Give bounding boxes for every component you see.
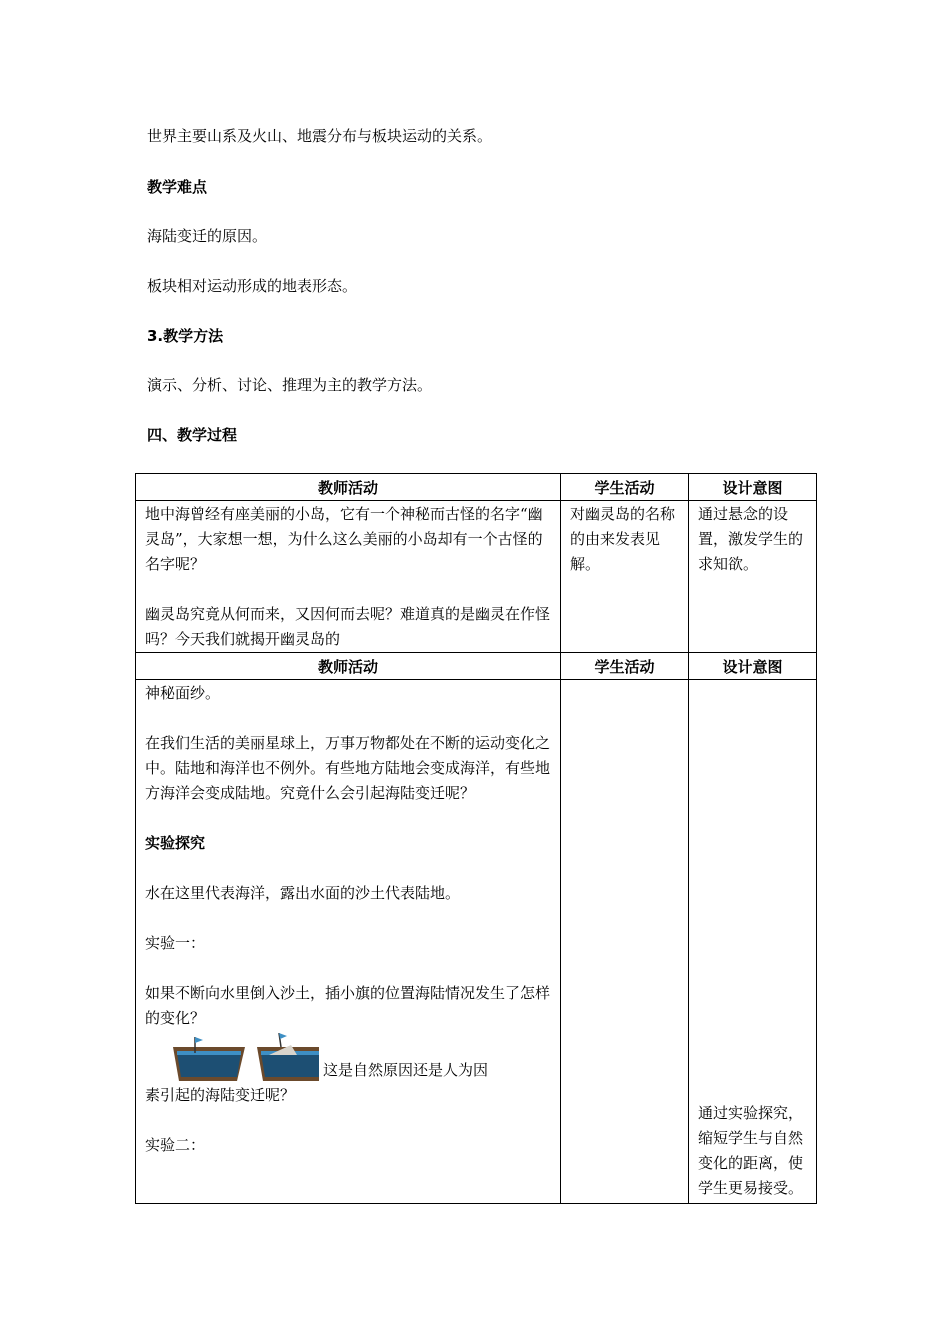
experiment-1-label: 实验一： (145, 934, 206, 952)
intent-text: 通过实验探究，缩短学生与自然变化的距离，使学生更易接受。 (698, 1104, 804, 1197)
teacher-text: 这是自然原因还是人为因 (323, 1061, 489, 1079)
table-header-row (136, 474, 817, 501)
heading-difficulty: 教学难点 (147, 178, 208, 196)
teacher-text: 水在这里代表海洋，露出水面的沙土代表陆地。 (145, 884, 461, 902)
experiment-2-label: 实验二： (145, 1136, 206, 1154)
header-student: 学生活动 (561, 653, 689, 680)
table-row (136, 501, 817, 653)
header-student: 学生活动 (561, 474, 689, 501)
difficulty-2: 板块相对运动形成的地表形态。 (147, 277, 358, 295)
teacher-text: 地中海曾经有座美丽的小岛，它有一个神秘而古怪的名字“幽灵岛”，大家想一想，为什么这么美丽的小岛却有一个古怪的名字呢？ (145, 505, 543, 573)
teacher-text: 素引起的海陆变迁呢？ (145, 1086, 296, 1104)
header-intent: 设计意图 (689, 474, 817, 501)
teacher-text: 幽灵岛究竟从何而来，又因何而去呢？难道真的是幽灵在作怪吗？今天我们就揭开幽灵岛的 (145, 605, 551, 648)
difficulty-1: 海陆变迁的原因。 (147, 227, 268, 245)
teacher-text: 在我们生活的美丽星球上，万事万物都处在不断的运动变化之中。陆地和海洋也不例外。有些地方陆地会变成海洋，有些地方海洋会变成陆地。究竟什么会引起海陆变迁呢？ (145, 734, 551, 802)
table-header-row (136, 653, 817, 680)
intent-text: 通过悬念的设置，激发学生的求知欲。 (698, 505, 804, 573)
header-teacher: 教师活动 (136, 653, 561, 680)
method-text: 演示、分析、讨论、推理为主的教学方法。 (147, 376, 433, 394)
teacher-text: 如果不断向水里倒入沙土，插小旗的位置海陆情况发生了怎样的变化？ (145, 984, 551, 1027)
student-text (561, 680, 688, 681)
experiment-heading: 实验探究 (145, 834, 206, 852)
header-teacher: 教师活动 (136, 474, 561, 501)
table-row (136, 680, 817, 1204)
teacher-text: 神秘面纱。 (145, 684, 221, 702)
intro-line: 世界主要山系及火山、地震分布与板块运动的关系。 (147, 127, 493, 145)
header-intent: 设计意图 (689, 653, 817, 680)
heading-process: 四、教学过程 (147, 426, 238, 444)
student-text: 对幽灵岛的名称的由来发表见解。 (570, 505, 676, 573)
heading-method: 3.教学方法 (147, 327, 224, 345)
lesson-table (135, 473, 817, 1204)
experiment-illustration (145, 1033, 319, 1083)
